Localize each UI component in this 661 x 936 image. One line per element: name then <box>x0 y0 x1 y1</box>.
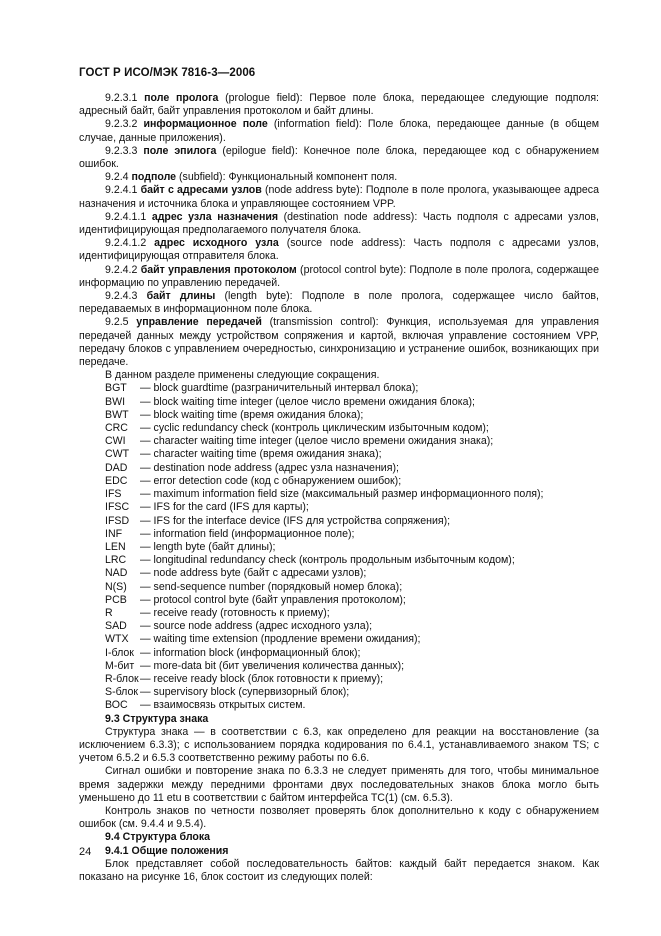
def-text: (protocol control byte): Подполе в поле пролога, содержащее информацию по управлению передачей. <box>79 263 599 289</box>
abbr-desc: — IFS for the card (IFS для карты); <box>140 501 309 514</box>
abbreviations-intro: В данном разделе применены следующие сокращения. <box>105 369 380 382</box>
definition <box>79 92 599 118</box>
def-term: подполе <box>131 171 177 184</box>
abbreviation-row <box>79 620 599 633</box>
abbreviation-row <box>79 422 599 435</box>
abbr-desc: — error detection code (код с обнаружением ошибок); <box>140 474 402 487</box>
abbreviation-row <box>79 594 599 607</box>
definition <box>79 171 599 184</box>
abbreviation-row <box>79 673 599 686</box>
abbr: INF <box>105 527 123 540</box>
abbr: ВОС <box>105 699 128 712</box>
abbr: M-бит <box>105 659 135 672</box>
abbr-desc: — receive ready (готовность к приему); <box>140 606 330 619</box>
abbr-desc: — receive ready block (блок готовности к приему); <box>140 672 384 685</box>
def-number: 9.2.4.1.2 <box>105 237 147 250</box>
def-term: байт длины <box>146 290 216 303</box>
abbr: CRC <box>105 422 128 435</box>
abbr: EDC <box>105 474 128 487</box>
abbreviation-row <box>79 475 599 488</box>
abbreviation-row <box>79 607 599 620</box>
abbr: LEN <box>105 540 126 553</box>
paragraph: Структура знака — в соответствии с 6.3, как определено для реакции на восстановление (за исключением 6.3.3); с использованием порядка кодирования по 6.4.1, устанавливаемого знаком TS; с учетом 6.5.2 и 6.5.3 соответственно режиму работы по 6.6. <box>79 725 599 765</box>
abbr-desc: — source node address (адрес исходного узла); <box>140 620 373 633</box>
def-number: 9.2.4.1 <box>105 184 138 197</box>
abbreviation-row <box>79 660 599 673</box>
section-heading: 9.3 Структура знака <box>105 712 209 725</box>
abbr-desc: — waiting time extension (продление времени ожидания); <box>140 633 421 646</box>
abbr-desc: — cyclic redundancy check (контроль циклическим избыточным кодом); <box>140 422 489 435</box>
definition <box>79 118 599 144</box>
abbr-desc: — more-data bit (бит увеличения количества данных); <box>140 659 405 672</box>
abbreviation-row <box>79 382 599 395</box>
def-text: (transmission control): Функция, используемая для управления передачей данных между устройством сопряжения и картой, включая управление состоянием VPP, передачу блоков с управлением очередностью, синхронизацию и устранение ошибок, возникающих при передаче. <box>79 316 599 369</box>
definition <box>79 145 599 171</box>
abbreviation-row <box>79 541 599 554</box>
abbreviation-row <box>79 462 599 475</box>
def-text: (length byte): Подполе в поле пролога, содержащее число байтов, передаваемых в информационном поле блока. <box>79 290 599 316</box>
def-text: (subfield): Функциональный компонент поля. <box>179 171 398 184</box>
abbreviation-row <box>79 409 599 422</box>
abbreviation-row <box>79 396 599 409</box>
abbreviation-row <box>79 435 599 448</box>
def-number: 9.2.3.3 <box>105 144 138 157</box>
def-text: (destination node address): Часть подполя с адресами узлов, идентифицирующая предполагаемого получателя блока. <box>79 210 599 237</box>
abbreviations-list <box>79 382 599 712</box>
abbr-desc: — send-sequence number (порядковый номер блока); <box>140 580 403 593</box>
definition <box>79 184 599 210</box>
def-text: (source node address): Часть подполя с адресами узлов, идентифицирующая отправителя блока. <box>79 237 599 263</box>
abbr: I-блок <box>105 646 134 659</box>
def-term: байт с адресами узлов <box>140 184 262 197</box>
abbr-desc: — block waiting time (время ожидания блока); <box>140 408 364 421</box>
abbr: PCB <box>105 593 127 606</box>
abbr: NAD <box>105 567 128 580</box>
abbr: S-блок <box>105 686 139 699</box>
definition <box>79 316 599 369</box>
abbr-desc: — character waiting time integer (целое число времени ожидания знака); <box>140 435 494 448</box>
abbreviation-row <box>79 699 599 712</box>
abbreviation-row <box>79 581 599 594</box>
page-body <box>79 92 599 884</box>
abbr-desc: — length byte (байт длины); <box>140 540 276 553</box>
def-number: 9.2.4 <box>105 171 129 184</box>
paragraph: Сигнал ошибки и повторение знака по 6.3.3 не следует применять для того, чтобы минимальное время задержки между передними фронтами двух последовательных знаков блока могло быть уменьшено до 11 etu в соответствии с байтом интерфейса TC(1) (см. 6.5.3). <box>79 765 599 804</box>
definition <box>79 237 599 263</box>
paragraph: Блок представляет собой последовательность байтов: каждый байт передается знаком. Как показано на рисунке 16, блок состоит из следующих полей: <box>79 857 599 883</box>
abbreviation-row <box>79 633 599 646</box>
abbreviation-row <box>79 567 599 580</box>
document-header: ГОСТ Р ИСО/МЭК 7816-3—2006 <box>79 67 256 79</box>
def-text: (epilogue field): Конечное поле блока, передающее код с обнаружением ошибок. <box>79 144 599 171</box>
def-term: информационное поле <box>143 118 268 131</box>
abbr: LRC <box>105 554 127 567</box>
abbreviation-row <box>79 488 599 501</box>
definition <box>79 264 599 290</box>
abbr: IFSC <box>105 501 130 514</box>
abbr: R <box>105 606 113 619</box>
abbreviation-row <box>79 448 599 461</box>
abbr-desc: — взаимосвязь открытых систем. <box>140 699 306 712</box>
abbreviation-row <box>79 515 599 528</box>
abbreviation-row <box>79 554 599 567</box>
abbr-desc: — block waiting time integer (целое число времени ожидания блока); <box>140 395 475 408</box>
abbr: IFS <box>105 488 122 501</box>
def-term: байт управления протоколом <box>140 263 297 276</box>
definition <box>79 290 599 316</box>
abbr: DAD <box>105 461 128 474</box>
abbr-desc: — information block (информационный блок); <box>140 646 361 659</box>
abbr: CWI <box>105 435 126 448</box>
abbr-desc: — node address byte (байт с адресами узлов); <box>140 567 367 580</box>
def-text: (information field): Поле блока, передающее данные (в общем случае, данные приложения). <box>79 118 599 144</box>
abbr-desc: — protocol control byte (байт управления протоколом); <box>140 593 406 606</box>
def-term: адрес узла назначения <box>151 210 279 223</box>
subsection-heading: 9.4.1 Общие положения <box>105 844 229 857</box>
def-text: (node address byte): Подполе в поле пролога, указывающее адреса назначения и источника блока и управляющее состоянием VPP. <box>79 184 599 210</box>
abbr-desc: — block guardtime (разграничительный интервал блока); <box>140 382 419 395</box>
abbr: R-блок <box>105 672 139 685</box>
abbr-desc: — supervisory block (супервизорный блок); <box>140 686 350 699</box>
section-heading: 9.4 Структура блока <box>105 831 211 844</box>
def-number: 9.2.4.3 <box>105 290 138 303</box>
abbreviation-row <box>79 528 599 541</box>
abbr: SAD <box>105 620 127 633</box>
abbr-desc: — IFS for the interface device (IFS для устройства сопряжения); <box>140 514 451 527</box>
abbr: N(S) <box>105 580 127 593</box>
def-number: 9.2.4.1.1 <box>105 210 147 223</box>
abbreviation-row <box>79 647 599 660</box>
abbreviation-row <box>79 501 599 514</box>
def-number: 9.2.4.2 <box>105 263 138 276</box>
def-term: управление передачей <box>136 316 262 329</box>
abbr: BGT <box>105 382 127 395</box>
paragraph: Контроль знаков по четности позволяет проверять блок дополнительно к коду с обнаружением ошибок (см. 9.4.4 и 9.5.4). <box>79 804 599 831</box>
abbr-desc: — destination node address (адрес узла назначения); <box>140 461 399 474</box>
definitions-list <box>79 92 599 369</box>
abbr: WTX <box>105 633 129 646</box>
abbreviation-row <box>79 686 599 699</box>
abbr-desc: — longitudinal redundancy check (контроль продольным избыточным кодом); <box>140 554 515 567</box>
abbr-desc: — character waiting time (время ожидания знака); <box>140 448 382 461</box>
abbr: CWT <box>105 448 130 461</box>
abbr: IFSD <box>105 514 130 527</box>
def-text: (prologue field): Первое поле блока, передающее следующие подполя: адресный байт, байт управления протоколом и байт длины. <box>79 92 599 118</box>
def-number: 9.2.3.1 <box>105 92 138 104</box>
abbr: BWI <box>105 395 126 408</box>
def-term: поле эпилога <box>143 144 217 157</box>
def-term: адрес исходного узла <box>154 237 279 250</box>
def-term: поле пролога <box>144 92 219 104</box>
page-number: 24 <box>79 846 92 858</box>
definition <box>79 211 599 237</box>
def-number: 9.2.5 <box>105 316 129 329</box>
abbr: BWT <box>105 408 129 421</box>
abbr-desc: — information field (информационное поле); <box>140 527 355 540</box>
def-number: 9.2.3.2 <box>105 118 138 131</box>
abbr-desc: — maximum information field size (максимальный размер информационного поля); <box>140 488 544 501</box>
